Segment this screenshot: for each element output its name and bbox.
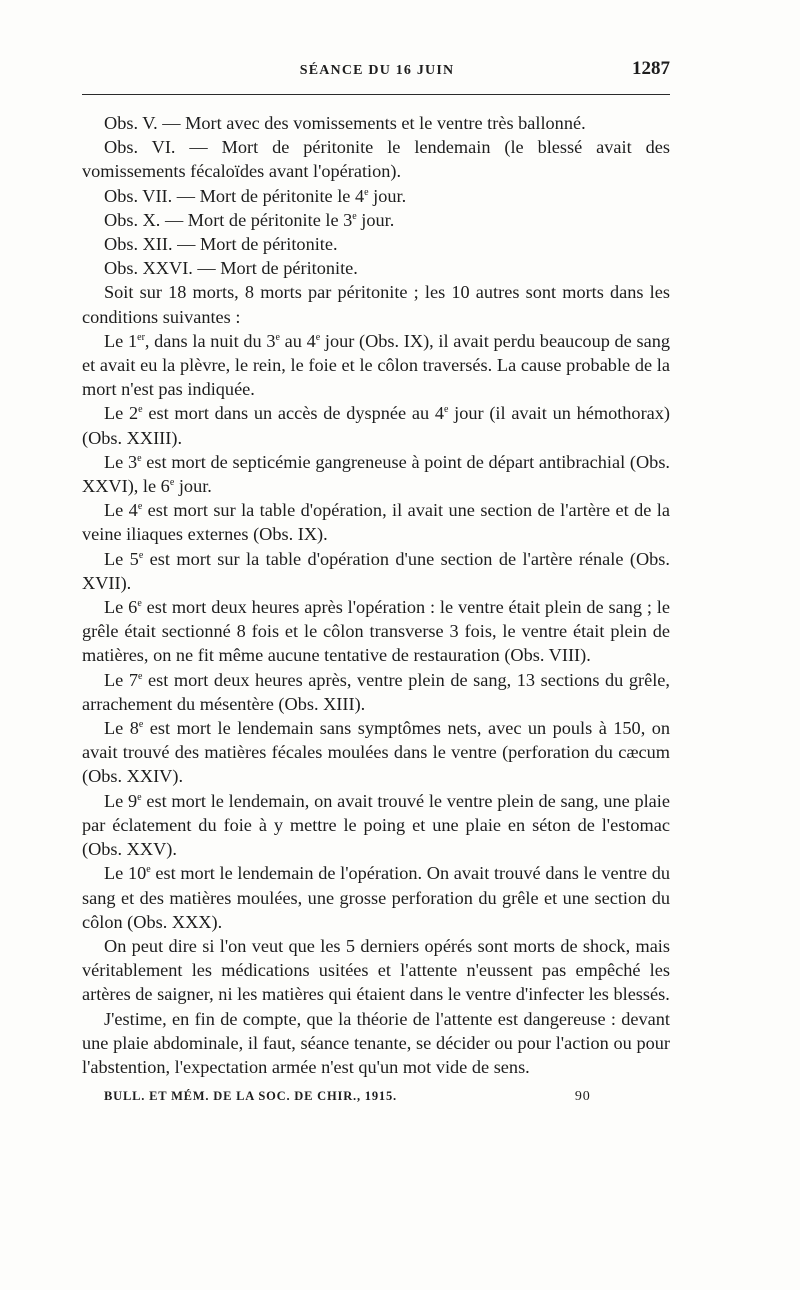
text-run: Le 3 bbox=[104, 451, 138, 472]
paragraph bbox=[82, 329, 670, 402]
text-run: Le 6 bbox=[104, 597, 138, 618]
paragraph bbox=[82, 668, 670, 716]
text-run: Obs. VI. — Mort de péritonite le lendemain (le blessé avait des vomissements fécaloïdes avant l'opération). bbox=[82, 137, 670, 182]
superscript: e bbox=[275, 331, 280, 343]
header-title: SÉANCE DU 16 JUIN bbox=[299, 63, 455, 78]
text-run: jour (il avait un hémothorax) (Obs. XXIII). bbox=[82, 403, 670, 448]
paragraph bbox=[82, 861, 670, 934]
paragraph bbox=[82, 111, 670, 135]
page-number: 1287 bbox=[632, 58, 670, 79]
text-run: est mort deux heures après l'opération : le ventre était plein de sang ; le grêle était sectionné 8 fois et le côlon transverse 3 fois, le ventre était plein de matières, on ne fit même aucune tentative de restauration (Obs. VIII). bbox=[82, 597, 671, 666]
text-run: Obs. XXVI. — Mort de péritonite. bbox=[104, 258, 358, 279]
superscript: e bbox=[137, 791, 142, 803]
body-text bbox=[82, 111, 670, 1079]
paragraph bbox=[82, 184, 670, 208]
running-header bbox=[82, 58, 670, 95]
text-run: Le 9 bbox=[104, 790, 138, 811]
text-run: est mort sur la table d'opération d'une section de l'artère rénale (Obs. XVII). bbox=[82, 548, 670, 593]
superscript: e bbox=[315, 331, 321, 343]
text-run: est mort le lendemain sans symptômes nets, avec un pouls à 150, on avait trouvé des matières fécales moulées dans le ventre (perforation du cæcum (Obs. XXIV). bbox=[82, 718, 671, 787]
text-run: Le 4 bbox=[104, 500, 138, 521]
text-run: Obs. V. — Mort avec des vomissements et le ventre très ballonné. bbox=[104, 113, 586, 133]
text-run: On peut dire si l'on veut que les 5 derniers opérés sont morts de shock, mais véritablement les médications usitées et l'attente n'eussent pas empêché les artères de saigner, ni les matières qui étaient dans le ventre d'infecter les blessés. bbox=[82, 935, 670, 1005]
text-run: jour. bbox=[356, 209, 395, 230]
superscript: er bbox=[137, 331, 145, 343]
text-run: jour. bbox=[174, 476, 212, 497]
text-run: jour. bbox=[368, 185, 407, 206]
text-run: J'estime, en fin de compte, que la théorie de l'attente est dangereuse : devant une plaie abdominale, il faut, séance tenante, se décider ou pour l'action ou pour l'abstention, l'expectation armée n'est qu'un mot vide de sens. bbox=[82, 1008, 670, 1077]
superscript: e bbox=[137, 501, 143, 513]
paragraph bbox=[82, 934, 670, 1007]
text-run: Le 8 bbox=[104, 718, 139, 739]
text-run: est mort de septicémie gangreneuse à point de départ antibrachial (Obs. XXVI), le 6 bbox=[82, 451, 670, 497]
text-run: Le 7 bbox=[104, 669, 138, 690]
text-run: au 4 bbox=[279, 330, 316, 351]
paragraph bbox=[82, 280, 670, 328]
text-run: Le 10 bbox=[104, 863, 147, 884]
text-run: Obs. XII. — Mort de péritonite. bbox=[104, 234, 338, 255]
text-run: jour (Obs. IX), il avait perdu beaucoup de sang et avait eu la plèvre, le rein, le foie et le côlon traversés. La cause probable de la mort n'est pas indiquée. bbox=[82, 330, 670, 400]
paragraph bbox=[82, 789, 670, 862]
paragraph bbox=[82, 208, 670, 232]
superscript: e bbox=[137, 452, 142, 464]
text-run: Le 5 bbox=[104, 548, 139, 569]
superscript: e bbox=[138, 718, 144, 730]
superscript: e bbox=[137, 597, 142, 609]
text-run: Le 1 bbox=[104, 330, 138, 351]
page-footer bbox=[82, 1089, 670, 1105]
superscript: e bbox=[138, 549, 144, 561]
footer-sheet-number: 90 bbox=[574, 1089, 591, 1105]
superscript: e bbox=[146, 864, 151, 876]
paragraph bbox=[82, 256, 670, 280]
superscript: e bbox=[137, 670, 143, 682]
paragraph bbox=[82, 401, 670, 449]
text-run: est mort le lendemain, on avait trouvé le ventre plein de sang, une plaie par éclatement du foie à y mettre le poing et une plaie en séton de l'estomac (Obs. XXV). bbox=[82, 790, 670, 860]
text-run: est mort deux heures après, ventre plein de sang, 13 sections du grêle, arrachement du mésentère (Obs. XIII). bbox=[82, 669, 670, 714]
superscript: e bbox=[364, 186, 369, 198]
superscript: e bbox=[352, 210, 357, 222]
paragraph bbox=[82, 232, 670, 256]
superscript: e bbox=[169, 476, 175, 488]
footer-journal: BULL. ET MÉM. DE LA SOC. DE CHIR., 1915. bbox=[104, 1089, 397, 1104]
paragraph bbox=[82, 498, 670, 546]
paragraph bbox=[82, 450, 670, 498]
document-page bbox=[82, 58, 670, 1105]
paragraph bbox=[82, 1007, 670, 1080]
text-run: Obs. VII. — Mort de péritonite le 4 bbox=[104, 185, 365, 206]
text-run: Soit sur 18 morts, 8 morts par péritonite ; les 10 autres sont morts dans les conditions suivantes : bbox=[82, 282, 670, 327]
text-run: est mort dans un accès de dyspnée au 4 bbox=[142, 403, 444, 424]
superscript: e bbox=[138, 404, 143, 416]
paragraph bbox=[82, 716, 670, 789]
text-run: , dans la nuit du 3 bbox=[144, 330, 276, 351]
paragraph bbox=[82, 595, 670, 668]
text-run: Le 2 bbox=[104, 403, 139, 424]
text-run: est mort le lendemain de l'opération. On avait trouvé dans le ventre du sang et des matières moulées, une grosse perforation du grêle et une section du côlon (Obs. XXX). bbox=[82, 863, 670, 932]
paragraph bbox=[82, 547, 670, 595]
text-run: est mort sur la table d'opération, il avait une section de l'artère et de la veine iliaques externes (Obs. IX). bbox=[82, 500, 670, 545]
text-run: Obs. X. — Mort de péritonite le 3 bbox=[104, 209, 353, 230]
paragraph bbox=[82, 135, 670, 183]
superscript: e bbox=[443, 404, 449, 416]
